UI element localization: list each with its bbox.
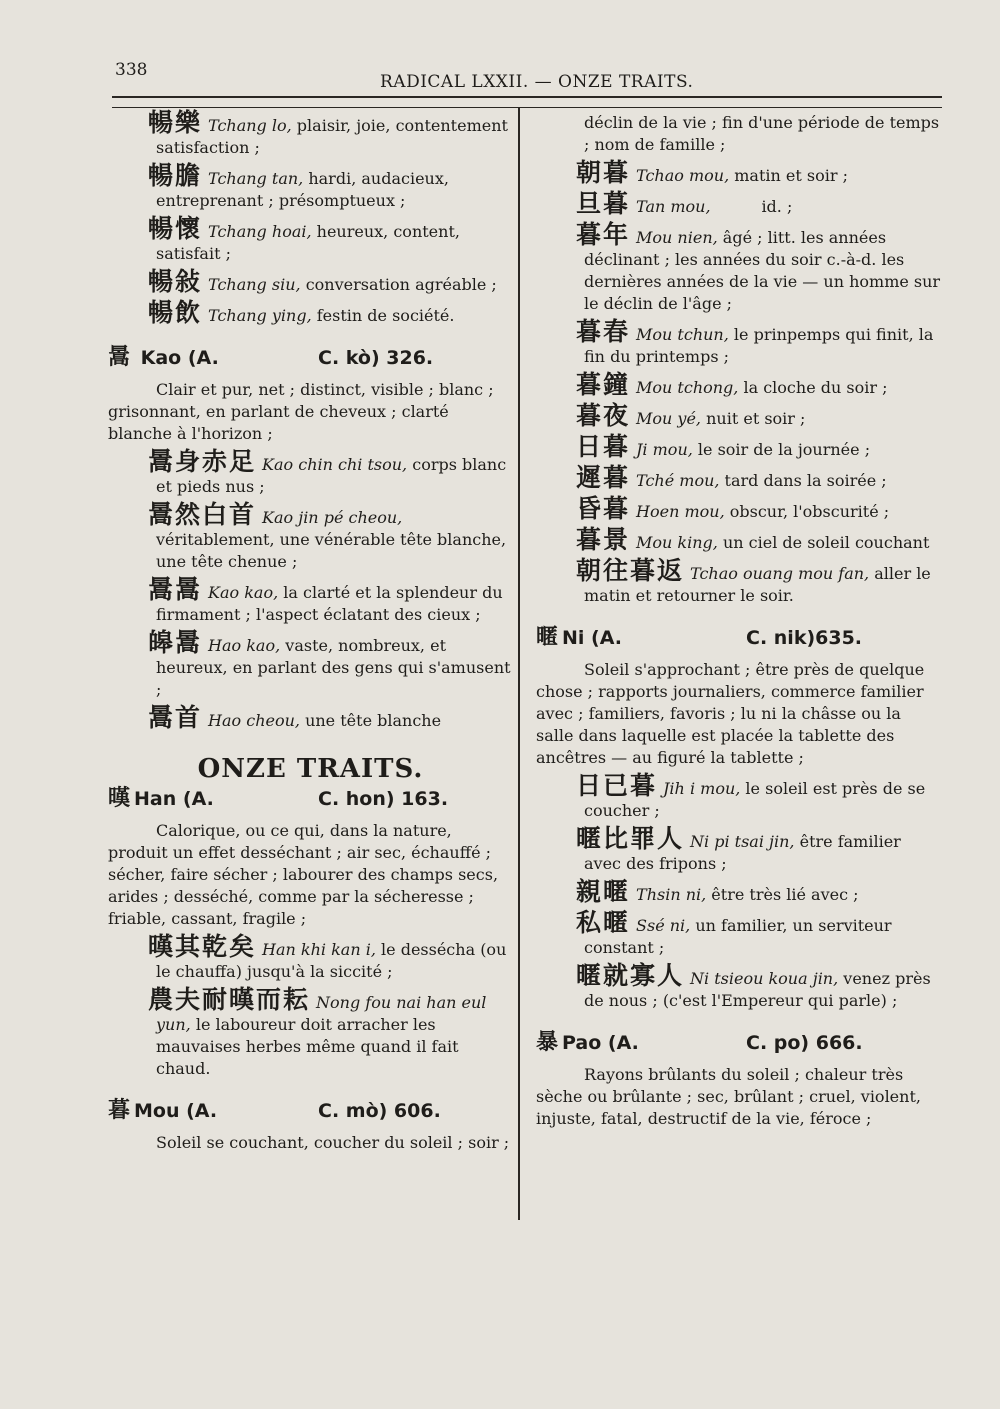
entry-definition: la clarté et la splendeur du firmament ; l'aspect éclatant des cieux ; [156,583,503,624]
entry-romanization: Tchang tan, [208,169,304,188]
entry-definition: un familier, un serviteur constant ; [584,916,892,957]
header-rule-secondary [112,107,942,108]
entry-definition: obscur, l'obscurité ; [724,502,890,521]
headword-ni [536,627,941,649]
entry-romanization: Ji mou, [636,440,693,459]
entry-definition: matin et soir ; [729,166,848,185]
headword-han [108,788,513,810]
running-header: RADICAL LXXII. — ONZE TRAITS. [380,72,694,92]
entry [108,703,513,732]
entry-romanization: Tchao ouang mou fan, [690,564,870,583]
entry-characters: 暮年 [576,220,631,249]
entry [108,500,513,573]
entry-definition: une tête blanche [299,711,442,730]
entry-definition: âgé ; litt. les années déclinant ; les années du soir c.-à-d. les dernières années de la vie — un homme sur le déclin de l'âge ; [584,228,941,313]
entry [536,908,941,959]
right-column [536,112,941,1136]
entry [536,556,941,607]
entry [536,525,941,554]
definition-continuation: déclin de la vie ; fin d'une période de temps ; nom de famille ; [584,113,940,154]
entry-romanization: Kao kao, [208,583,279,602]
entry-characters: 日暮 [576,432,631,461]
headword-mou [108,1100,513,1122]
entry-characters: 暱就寡人 [576,961,685,990]
entry-characters: 暠暠 [148,575,203,604]
entry-romanization: Nong fou nai han eul yun, [156,993,487,1034]
entry-characters: 暱比罪人 [576,824,685,853]
headword-label: Mou (A. [134,1100,218,1122]
section-title: ONZE TRAITS. [197,754,424,784]
entry [536,317,941,368]
entry-characters: 皞暠 [148,628,203,657]
entry-characters: 旦暮 [576,189,631,218]
entry-definition: véritablement, une vénérable tête blanche, une tête chenue ; [156,530,507,571]
page-number: 338 [115,60,148,80]
entry-characters: 暮景 [576,525,631,554]
entry [536,824,941,875]
entry-romanization: Tchang siu, [208,275,301,294]
entry-romanization: Jih i mou, [663,779,741,798]
entry [108,447,513,498]
entry-definition: le laboureur doit arracher les mauvaises herbes même quand il fait chaud. [156,1015,459,1078]
entry-romanization: Mou yé, [636,409,702,428]
entry-romanization: Tchao mou, [636,166,730,185]
entry-romanization: Mou tchun, [636,325,729,344]
entry-characters: 遲暮 [576,463,631,492]
entry-definition: tard dans la soirée ; [719,471,887,490]
entry-definition: nuit et soir ; [701,409,806,428]
entry-characters: 暮春 [576,317,631,346]
entry-definition: être très lié avec ; [706,885,859,904]
entry-definition: conversation agréable ; [300,275,497,294]
entry-definition: vaste, nombreux, et heureux, en parlant des gens qui s'amusent ; [156,636,511,699]
headword-reference: C. kò) 326. [318,347,434,369]
entry-romanization: Hao cheou, [208,711,300,730]
entry [108,932,513,983]
headword-reference: C. hon) 163. [318,788,449,810]
entry-characters: 暠然白首 [148,500,257,529]
entry [536,877,941,906]
entry-definition: heureux, content, satisfait ; [156,222,460,263]
headword-pao [536,1032,941,1054]
entry-romanization: Tchang ying, [208,306,312,325]
entry-romanization: Mou tchong, [636,378,739,397]
entry-romanization: Mou nien, [636,228,718,247]
entry [108,214,513,265]
headword-label: Pao (A. [562,1032,639,1054]
entry-definition: aller le matin et retourner le soir. [584,564,931,605]
entry-romanization: Kao chin chi tsou, [262,455,408,474]
entry [536,401,941,430]
entry-definition: festin de société. [311,306,455,325]
entry-romanization: Ni tsieou koua jin, [690,969,839,988]
entry [536,432,941,461]
entry-characters: 親暱 [576,877,631,906]
headword-definition: Calorique, ou ce qui, dans la nature, produit un effet desséchant ; air sec, échauffé ; sécher, faire sécher ; labourer des champs secs, arides ; desséché, comme par la sécheresse ; friable, cassant, fragile ; [108,821,499,928]
entry-definition: la cloche du soir ; [738,378,888,397]
entry [536,463,941,492]
entry [536,189,941,218]
headword-reference: C. nik)635. [746,627,863,649]
entry-romanization: Tan mou, [636,197,711,216]
entry-definition: id. ; [710,197,793,216]
entry-characters: 朝往暮返 [576,556,685,585]
entry-characters: 暢懷 [148,214,203,243]
entry-romanization: Kao jin pé cheou, [262,508,403,527]
headword-label: Kao (A. [140,347,219,369]
entry-definition: être familier avec des fripons ; [584,832,901,873]
headword-kao [108,347,513,369]
entry [108,161,513,212]
headword-character: 暱 [536,625,561,650]
entry-characters: 暢飲 [148,298,203,327]
headword-reference: C. po) 666. [746,1032,863,1054]
entry-characters: 私暱 [576,908,631,937]
headword-definition: Soleil se couchant, coucher du soleil ; soir ; [156,1133,510,1152]
left-column [108,108,513,1160]
entry-definition: le soleil est près de se coucher ; [584,779,926,820]
headword-definition: Clair et pur, net ; distinct, visible ; blanc ; grisonnant, en parlant de cheveux ; clarté blanche à l'horizon ; [108,380,494,443]
entry-characters: 暵其乾矣 [148,932,257,961]
entry [108,628,513,701]
entry-romanization: Mou king, [636,533,718,552]
headword-character: 暴 [536,1030,561,1055]
entry [536,370,941,399]
entry-characters: 暮鐘 [576,370,631,399]
entry-romanization: Tché mou, [636,471,720,490]
entry-definition: corps blanc et pieds nus ; [156,455,507,496]
entry [108,985,513,1080]
entry-definition: un ciel de soleil couchant [717,533,930,552]
entry [536,771,941,822]
entry-romanization: Thsin ni, [636,885,707,904]
entry-characters: 朝暮 [576,158,631,187]
entry-romanization: Hoen mou, [636,502,725,521]
entry [536,220,941,315]
entry-definition: le soir de la journée ; [692,440,871,459]
entry [536,494,941,523]
entry-romanization: Hao kao, [208,636,281,655]
headword-character: 暵 [108,786,133,811]
entry-characters: 暠身赤足 [148,447,257,476]
entry-characters: 暠首 [148,703,203,732]
entry-characters: 暮夜 [576,401,631,430]
entry-characters: 暢樂 [148,108,203,137]
entry [108,298,513,327]
headword-label: Ni (A. [562,627,623,649]
entry-romanization: Han khi kan i, [262,940,376,959]
entry-definition: hardi, audacieux, entreprenant ; présomptueux ; [156,169,449,210]
entry [536,158,941,187]
headword-label: Han (A. [134,788,214,810]
entry-romanization: Tchang lo, [208,116,292,135]
header-rule [112,96,942,98]
entry [536,961,941,1012]
headword-character: 暮 [108,1098,133,1123]
entry-romanization: Ssé ni, [636,916,691,935]
entry [108,575,513,626]
entry-definition: venez près de nous ; (c'est l'Empereur qui parle) ; [584,969,931,1010]
entry-characters: 暢敍 [148,267,203,296]
entry-characters: 昏暮 [576,494,631,523]
headword-reference: C. mò) 606. [318,1100,441,1122]
entry [108,108,513,159]
entry-definition: le prinpemps qui finit, la fin du printemps ; [584,325,934,366]
headword-definition: Soleil s'approchant ; être près de quelque chose ; rapports journaliers, commerce familier avec ; familiers, favoris ; lu ni la châsse ou la salle dans laquelle est placée la tablette des ancêtres — au figuré la tablette ; [536,660,925,767]
headword-definition: Rayons brûlants du soleil ; chaleur très sèche ou brûlante ; sec, brûlant ; cruel, violent, injuste, fatal, destructif de la vie, féroce ; [536,1065,921,1128]
entry-romanization: Tchang hoai, [208,222,312,241]
headword-character: 暠 [108,345,133,370]
entry-characters: 農夫耐暵而耘 [148,985,311,1014]
entry-characters: 日已暮 [576,771,658,800]
entry [108,267,513,296]
entry-definition: le dessécha (ou le chauffa) jusqu'à la siccité ; [156,940,507,981]
entry-romanization: Ni pi tsai jin, [690,832,795,851]
entry-definition: plaisir, joie, contentement satisfaction ; [156,116,508,157]
column-divider [518,108,520,1220]
entry-characters: 暢膽 [148,161,203,190]
